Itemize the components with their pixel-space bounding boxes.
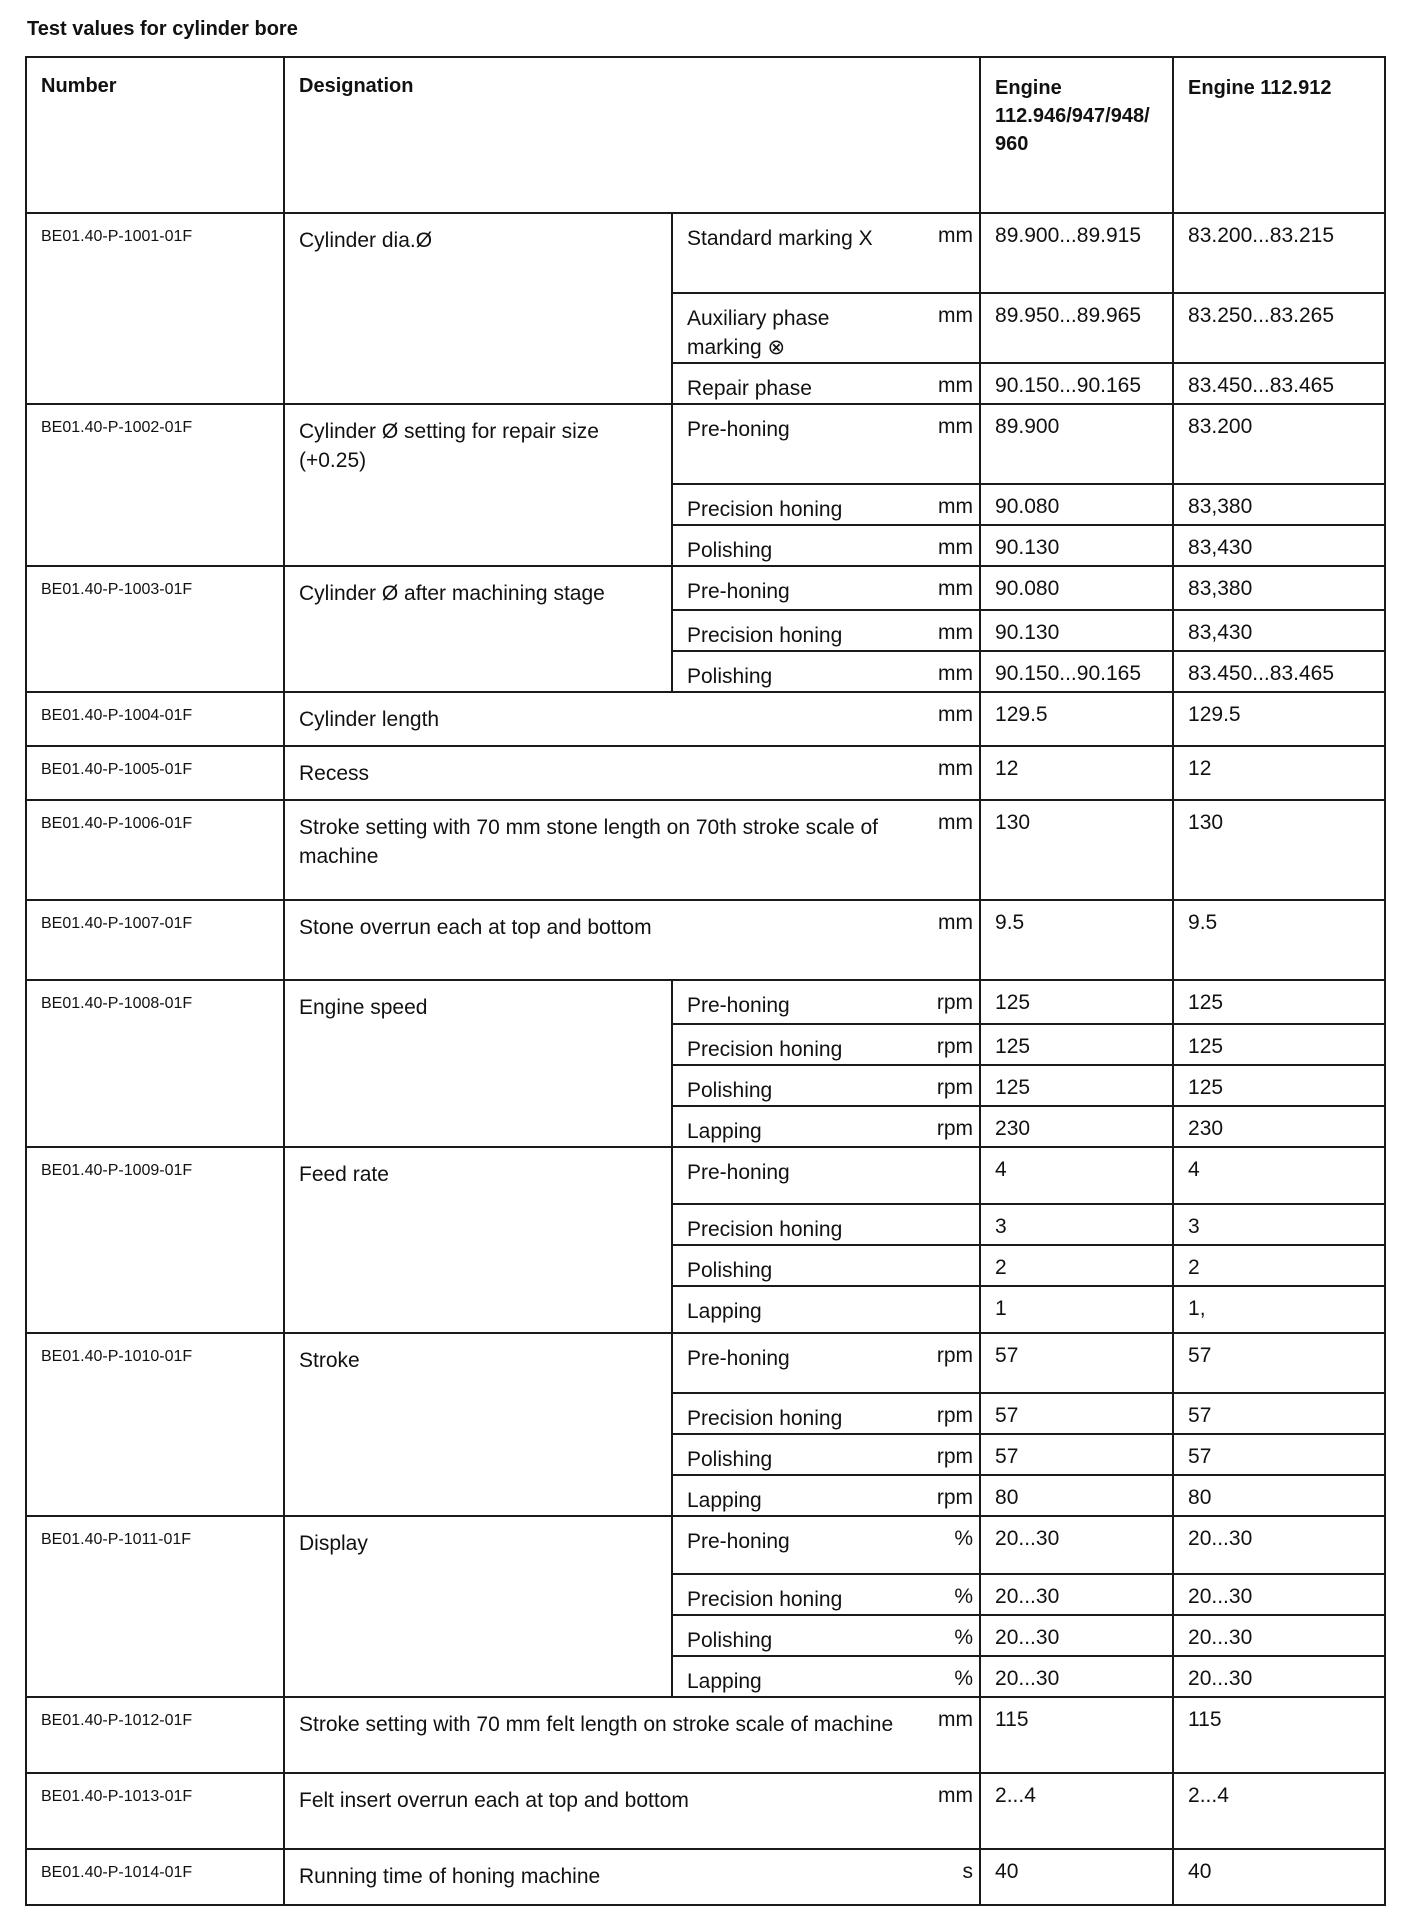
table-row (26, 1697, 1385, 1773)
value-engine-a: 115 (980, 1697, 1173, 1773)
unit-label: rpm (912, 1106, 980, 1147)
value-engine-a: 1 (980, 1286, 1173, 1333)
row-designation: Stroke (284, 1333, 672, 1516)
value-engine-b: 40 (1173, 1849, 1385, 1905)
row-number: BE01.40-P-1013-01F (26, 1773, 284, 1849)
row-number: BE01.40-P-1008-01F (26, 980, 284, 1147)
value-engine-a: 4 (980, 1147, 1173, 1204)
unit-label: mm (912, 1773, 980, 1849)
row-number: BE01.40-P-1007-01F (26, 900, 284, 980)
unit-label: s (912, 1849, 980, 1905)
row-number: BE01.40-P-1004-01F (26, 692, 284, 746)
row-designation: Feed rate (284, 1147, 672, 1333)
table-row (26, 1773, 1385, 1849)
unit-label: mm (912, 900, 980, 980)
row-designation: Cylinder dia.Ø (284, 213, 672, 404)
value-engine-a: 125 (980, 1024, 1173, 1065)
unit-label: mm (912, 213, 980, 293)
row-designation: Cylinder Ø setting for repair size (+0.25) (284, 404, 672, 566)
unit-label: rpm (912, 1333, 980, 1393)
unit-label: mm (912, 1697, 980, 1773)
header-designation: Designation (284, 57, 980, 213)
value-engine-a: 57 (980, 1434, 1173, 1475)
value-engine-a: 89.950...89.965 (980, 293, 1173, 363)
sub-label: Repair phase (672, 363, 912, 404)
value-engine-a: 90.130 (980, 525, 1173, 566)
row-designation: Stone overrun each at top and bottom (284, 900, 912, 980)
value-engine-a: 89.900 (980, 404, 1173, 484)
unit-label: rpm (912, 1393, 980, 1434)
header-engine-b: Engine 112.912 (1173, 57, 1385, 213)
value-engine-b: 2...4 (1173, 1773, 1385, 1849)
unit-label: mm (912, 484, 980, 525)
value-engine-b: 83,430 (1173, 610, 1385, 651)
row-designation: Engine speed (284, 980, 672, 1147)
value-engine-b: 57 (1173, 1393, 1385, 1434)
sub-label: Pre-honing (672, 1333, 912, 1393)
sub-label: Precision honing (672, 484, 912, 525)
sub-label: Polishing (672, 1615, 912, 1656)
sub-label: Pre-honing (672, 1516, 912, 1574)
row-designation: Stroke setting with 70 mm stone length on 70th stroke scale of machine (284, 800, 912, 900)
value-engine-a: 2...4 (980, 1773, 1173, 1849)
sub-label: Lapping (672, 1286, 912, 1333)
value-engine-a: 90.150...90.165 (980, 651, 1173, 692)
value-engine-a: 90.150...90.165 (980, 363, 1173, 404)
table-row (26, 692, 1385, 746)
value-engine-b: 57 (1173, 1434, 1385, 1475)
value-engine-b: 125 (1173, 1024, 1385, 1065)
value-engine-b: 129.5 (1173, 692, 1385, 746)
value-engine-a: 20...30 (980, 1656, 1173, 1697)
table-row (26, 980, 1385, 1024)
table-row (26, 1333, 1385, 1393)
sub-label: Precision honing (672, 610, 912, 651)
table-row (26, 404, 1385, 484)
value-engine-a: 125 (980, 980, 1173, 1024)
value-engine-b: 4 (1173, 1147, 1385, 1204)
value-engine-b: 9.5 (1173, 900, 1385, 980)
row-number: BE01.40-P-1010-01F (26, 1333, 284, 1516)
sub-label: Polishing (672, 525, 912, 566)
table-row (26, 1849, 1385, 1905)
table-body (26, 213, 1385, 1905)
value-engine-b: 12 (1173, 746, 1385, 800)
value-engine-b: 20...30 (1173, 1516, 1385, 1574)
value-engine-a: 89.900...89.915 (980, 213, 1173, 293)
unit-label (912, 1245, 980, 1286)
sub-label: Pre-honing (672, 1147, 912, 1204)
unit-label: rpm (912, 1065, 980, 1106)
unit-label (912, 1147, 980, 1204)
value-engine-b: 2 (1173, 1245, 1385, 1286)
sub-label: Standard marking X (672, 213, 912, 293)
sub-label: Polishing (672, 651, 912, 692)
table-row (26, 900, 1385, 980)
table-row (26, 800, 1385, 900)
sub-label: Precision honing (672, 1024, 912, 1065)
row-designation: Display (284, 1516, 672, 1697)
unit-label: % (912, 1656, 980, 1697)
unit-label (912, 1204, 980, 1245)
unit-label: mm (912, 651, 980, 692)
page-title: Test values for cylinder bore (27, 18, 298, 40)
row-number: BE01.40-P-1009-01F (26, 1147, 284, 1333)
value-engine-a: 125 (980, 1065, 1173, 1106)
row-number: BE01.40-P-1011-01F (26, 1516, 284, 1697)
sub-label: Polishing (672, 1245, 912, 1286)
sub-label: Lapping (672, 1475, 912, 1516)
row-designation: Recess (284, 746, 912, 800)
value-engine-b: 83,380 (1173, 484, 1385, 525)
row-number: BE01.40-P-1003-01F (26, 566, 284, 692)
row-designation: Cylinder Ø after machining stage (284, 566, 672, 692)
header-row (26, 57, 1385, 213)
unit-label: % (912, 1615, 980, 1656)
sub-label: Precision honing (672, 1574, 912, 1615)
value-engine-b: 20...30 (1173, 1574, 1385, 1615)
value-engine-b: 83.450...83.465 (1173, 651, 1385, 692)
value-engine-b: 80 (1173, 1475, 1385, 1516)
row-designation: Felt insert overrun each at top and bottom (284, 1773, 912, 1849)
value-engine-a: 2 (980, 1245, 1173, 1286)
value-engine-b: 83.200 (1173, 404, 1385, 484)
row-number: BE01.40-P-1012-01F (26, 1697, 284, 1773)
value-engine-b: 115 (1173, 1697, 1385, 1773)
value-engine-a: 3 (980, 1204, 1173, 1245)
sub-label: Precision honing (672, 1393, 912, 1434)
value-engine-a: 90.130 (980, 610, 1173, 651)
value-engine-a: 90.080 (980, 566, 1173, 610)
unit-label: % (912, 1574, 980, 1615)
value-engine-a: 20...30 (980, 1516, 1173, 1574)
value-engine-b: 83,430 (1173, 525, 1385, 566)
value-engine-a: 9.5 (980, 900, 1173, 980)
unit-label (912, 1286, 980, 1333)
sub-label: Lapping (672, 1656, 912, 1697)
value-engine-a: 40 (980, 1849, 1173, 1905)
value-engine-b: 125 (1173, 980, 1385, 1024)
table-row (26, 566, 1385, 610)
header-number: Number (26, 57, 284, 213)
sub-label: Pre-honing (672, 980, 912, 1024)
value-engine-a: 57 (980, 1393, 1173, 1434)
value-engine-a: 90.080 (980, 484, 1173, 525)
unit-label: rpm (912, 980, 980, 1024)
value-engine-b: 3 (1173, 1204, 1385, 1245)
unit-label: mm (912, 746, 980, 800)
sub-label: Precision honing (672, 1204, 912, 1245)
value-engine-b: 83.200...83.215 (1173, 213, 1385, 293)
value-engine-a: 80 (980, 1475, 1173, 1516)
row-number: BE01.40-P-1002-01F (26, 404, 284, 566)
value-engine-a: 129.5 (980, 692, 1173, 746)
row-number: BE01.40-P-1001-01F (26, 213, 284, 404)
unit-label: mm (912, 610, 980, 651)
sub-label: Auxiliary phase marking ⊗ (672, 293, 912, 363)
value-engine-a: 130 (980, 800, 1173, 900)
value-engine-b: 130 (1173, 800, 1385, 900)
unit-label: mm (912, 363, 980, 404)
value-engine-b: 20...30 (1173, 1615, 1385, 1656)
value-engine-a: 12 (980, 746, 1173, 800)
unit-label: mm (912, 692, 980, 746)
value-engine-b: 57 (1173, 1333, 1385, 1393)
value-engine-a: 20...30 (980, 1574, 1173, 1615)
unit-label: mm (912, 525, 980, 566)
value-engine-b: 83.250...83.265 (1173, 293, 1385, 363)
table-row (26, 1516, 1385, 1574)
unit-label: mm (912, 800, 980, 900)
table-row (26, 746, 1385, 800)
value-engine-b: 83.450...83.465 (1173, 363, 1385, 404)
value-engine-b: 20...30 (1173, 1656, 1385, 1697)
row-designation: Stroke setting with 70 mm felt length on stroke scale of machine (284, 1697, 912, 1773)
row-designation: Running time of honing machine (284, 1849, 912, 1905)
unit-label: mm (912, 566, 980, 610)
unit-label: rpm (912, 1475, 980, 1516)
unit-label: % (912, 1516, 980, 1574)
value-engine-a: 230 (980, 1106, 1173, 1147)
header-engine-a: Engine 112.946/947/948/ 960 (980, 57, 1173, 213)
unit-label: rpm (912, 1024, 980, 1065)
row-designation: Cylinder length (284, 692, 912, 746)
row-number: BE01.40-P-1005-01F (26, 746, 284, 800)
unit-label: mm (912, 404, 980, 484)
sub-label: Polishing (672, 1434, 912, 1475)
value-engine-b: 1, (1173, 1286, 1385, 1333)
sub-label: Pre-honing (672, 404, 912, 484)
test-values-table (25, 56, 1386, 1906)
sub-label: Pre-honing (672, 566, 912, 610)
value-engine-a: 57 (980, 1333, 1173, 1393)
value-engine-a: 20...30 (980, 1615, 1173, 1656)
value-engine-b: 230 (1173, 1106, 1385, 1147)
value-engine-b: 83,380 (1173, 566, 1385, 610)
table-row (26, 1147, 1385, 1204)
unit-label: mm (912, 293, 980, 363)
sub-label: Lapping (672, 1106, 912, 1147)
sub-label: Polishing (672, 1065, 912, 1106)
row-number: BE01.40-P-1014-01F (26, 1849, 284, 1905)
unit-label: rpm (912, 1434, 980, 1475)
value-engine-b: 125 (1173, 1065, 1385, 1106)
table-row (26, 213, 1385, 293)
row-number: BE01.40-P-1006-01F (26, 800, 284, 900)
